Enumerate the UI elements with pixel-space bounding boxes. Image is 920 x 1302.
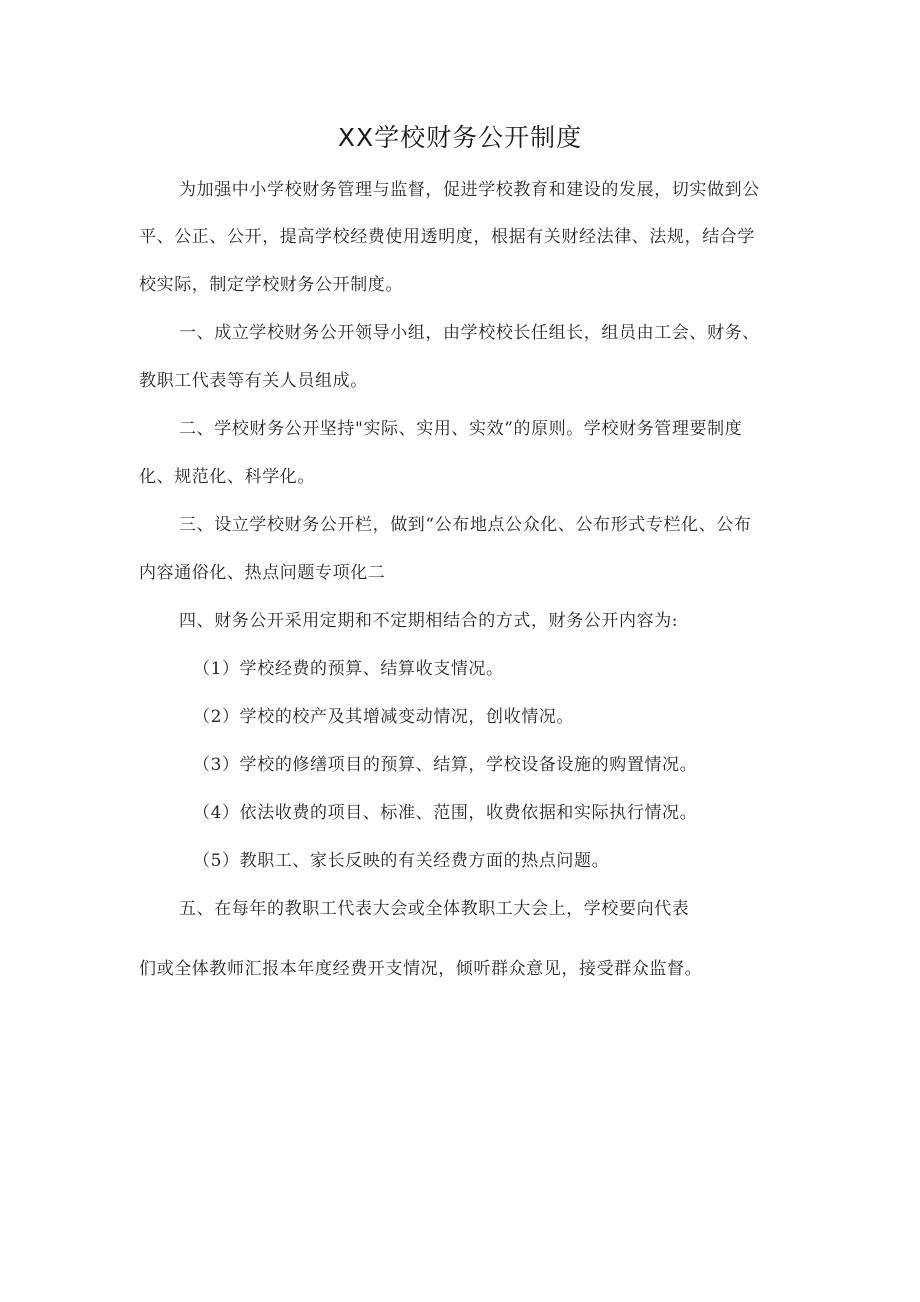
clause-3-line-1: 三、设立学校财务公开栏，做到“公布地点公众化、公布形式专栏化、公布 [179,515,752,535]
clause-3-line-2: 内容通俗化、热点问题专项化二 [139,563,386,583]
clause-4-item-4: （4）依法收费的项目、标准、范围，收费依据和实际执行情况。 [193,803,698,823]
clause-2-line-1: 二、学校财务公开坚持"实际、实用、实效”的原则。学校财务管理要制度 [179,419,743,439]
clause-4-item-1: （1）学校经费的预算、结算收支情况。 [193,659,504,679]
clause-5-line-2: 们或全体教师汇报本年度经费开支情况，倾听群众意见，接受群众监督。 [139,959,703,979]
clause-4-item-3: （3）学校的修缮项目的预算、结算，学校设备设施的购置情况。 [193,755,698,775]
paragraph-intro-line-2: 平、公正、公开，提高学校经费使用透明度，根据有关财经法律、法规，结合学 [139,227,755,247]
paragraph-intro-line-1: 为加强中小学校财务管理与监督，促进学校教育和建设的发展，切实做到公 [179,180,760,200]
clause-5-line-1: 五、在每年的教职工代表大会或全体教职工大会上，学校要向代表 [179,899,690,919]
clause-1-line-2: 教职工代表等有关人员组成。 [139,371,368,391]
clause-4-item-5: （5）教职工、家长反映的有关经费方面的热点问题。 [193,851,610,871]
clause-4-line-1: 四、财务公开采用定期和不定期相结合的方式，财务公开内容为: [179,611,679,631]
clause-4-item-2: （2）学校的校产及其增减变动情况，创收情况。 [193,707,575,727]
clause-1-line-1: 一、成立学校财务公开领导小组，由学校校长任组长，组员由工会、财务、 [179,323,760,343]
paragraph-intro-line-3: 校实际，制定学校财务公开制度。 [139,275,403,295]
clause-2-line-2: 化、规范化、科学化。 [139,467,315,487]
document-title: XX学校财务公开制度 [337,123,583,152]
